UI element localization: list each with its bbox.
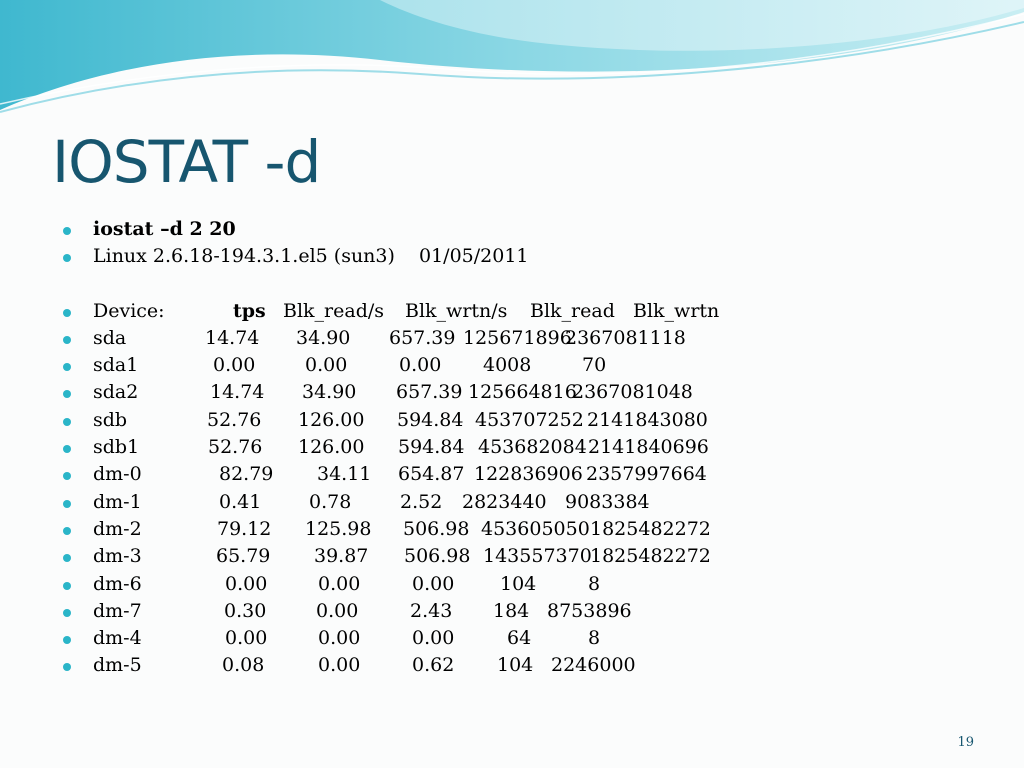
cell-blk-read: 453605050 <box>481 517 590 540</box>
cell-device: sdb1 <box>93 436 140 459</box>
cell-tps: 14.74 <box>210 381 265 404</box>
cell-blk-wrtn-s: 657.39 <box>389 326 456 349</box>
command-text: iostat –d 2 20 <box>93 218 236 240</box>
device-rows <box>0 325 1024 680</box>
cell-blk-read: 104 <box>500 572 537 595</box>
cell-blk-read-s: 125.98 <box>305 517 372 540</box>
cell-device: dm-1 <box>93 490 142 513</box>
cell-blk-wrtn-s: 506.98 <box>404 545 471 568</box>
cell-blk-read: 453682084 <box>478 436 587 459</box>
cell-blk-wrtn: 8753896 <box>547 599 632 622</box>
cell-blk-wrtn-s: 2.43 <box>410 599 453 622</box>
cell-device: dm-0 <box>93 463 142 486</box>
bullet-icon <box>63 418 71 426</box>
cell-blk-read-s: 34.90 <box>296 326 351 349</box>
bullet-icon <box>63 445 71 453</box>
cell-blk-wrtn: 8 <box>588 627 601 650</box>
cell-blk-wrtn-s: 0.00 <box>412 572 455 595</box>
bullet-icon <box>63 336 71 344</box>
cell-blk-wrtn: 9083384 <box>565 490 650 513</box>
cell-blk-read: 2823440 <box>462 490 547 513</box>
cell-blk-read-s: 39.87 <box>314 545 369 568</box>
header-blk-read: Blk_read <box>530 299 615 322</box>
cell-blk-wrtn: 1825482272 <box>590 545 711 568</box>
list-item-device-row <box>0 571 1024 598</box>
cell-blk-read-s: 0.00 <box>316 599 359 622</box>
cell-blk-wrtn: 2367081048 <box>572 381 693 404</box>
list-item-device-row <box>0 625 1024 652</box>
list-item-device-row <box>0 461 1024 488</box>
list-item-device-row <box>0 379 1024 406</box>
list-item-device-row <box>0 489 1024 516</box>
cell-blk-wrtn: 2246000 <box>551 654 636 677</box>
page-number: 19 <box>957 735 974 750</box>
list-item-device-row <box>0 434 1024 461</box>
cell-blk-read: 125664816 <box>468 381 577 404</box>
bullet-icon <box>63 636 71 644</box>
list-item-device-row <box>0 516 1024 543</box>
cell-tps: 0.08 <box>222 654 265 677</box>
cell-blk-wrtn: 2141840696 <box>588 436 709 459</box>
cell-device: dm-4 <box>93 627 142 650</box>
cell-tps: 14.74 <box>205 326 260 349</box>
cell-device: sda2 <box>93 381 139 404</box>
bullet-icon <box>63 609 71 617</box>
bullet-icon <box>63 663 71 671</box>
bullet-icon <box>63 254 71 262</box>
cell-blk-wrtn-s: 2.52 <box>400 490 443 513</box>
cell-device: dm-7 <box>93 599 142 622</box>
cell-blk-wrtn-s: 0.00 <box>399 354 442 377</box>
cell-blk-read: 143557370 <box>483 545 592 568</box>
cell-blk-read: 104 <box>497 654 534 677</box>
cell-tps: 0.30 <box>224 599 267 622</box>
bullet-icon <box>63 500 71 508</box>
cell-blk-read-s: 0.00 <box>318 654 361 677</box>
list-item-device-row <box>0 325 1024 352</box>
date-text: 01/05/2011 <box>419 245 529 268</box>
cell-blk-read-s: 126.00 <box>298 408 365 431</box>
bullet-icon <box>63 227 71 235</box>
list-item-sysinfo <box>0 243 1024 270</box>
header-device: Device: <box>93 299 165 322</box>
cell-tps: 82.79 <box>219 463 274 486</box>
bullet-icon <box>63 363 71 371</box>
cell-blk-wrtn-s: 0.62 <box>412 654 455 677</box>
cell-device: sda <box>93 326 127 349</box>
cell-blk-read: 122836906 <box>474 463 583 486</box>
list-item-header <box>0 298 1024 325</box>
cell-blk-read-s: 34.11 <box>317 463 372 486</box>
cell-blk-read-s: 0.00 <box>318 627 361 650</box>
bullet-icon <box>63 309 71 317</box>
slide-title: IOSTAT -d <box>52 128 321 196</box>
cell-device: dm-3 <box>93 545 142 568</box>
cell-device: sdb <box>93 408 128 431</box>
list-item-device-row <box>0 598 1024 625</box>
cell-blk-wrtn: 1825482272 <box>590 517 711 540</box>
cell-device: dm-2 <box>93 517 142 540</box>
bullet-icon <box>63 390 71 398</box>
blank-line <box>0 271 1024 298</box>
cell-tps: 79.12 <box>217 517 272 540</box>
cell-blk-wrtn-s: 0.00 <box>412 627 455 650</box>
list-item-device-row <box>0 652 1024 679</box>
cell-blk-wrtn: 70 <box>582 354 607 377</box>
header-blk-wrtn-s: Blk_wrtn/s <box>405 299 508 322</box>
cell-tps: 65.79 <box>216 545 271 568</box>
cell-tps: 0.41 <box>219 490 262 513</box>
cell-blk-read-s: 126.00 <box>298 436 365 459</box>
cell-device: dm-5 <box>93 654 142 677</box>
cell-blk-read: 125671896 <box>463 326 572 349</box>
cell-blk-wrtn-s: 657.39 <box>396 381 463 404</box>
cell-blk-wrtn-s: 594.84 <box>398 436 465 459</box>
header-tps: tps <box>233 299 266 322</box>
list-item-device-row <box>0 352 1024 379</box>
cell-blk-wrtn: 8 <box>588 572 601 595</box>
cell-blk-wrtn-s: 654.87 <box>398 463 465 486</box>
list-item-device-row <box>0 407 1024 434</box>
cell-blk-read-s: 0.78 <box>309 490 352 513</box>
bullet-icon <box>63 472 71 480</box>
cell-blk-wrtn-s: 506.98 <box>403 517 470 540</box>
bullet-icon <box>63 582 71 590</box>
cell-blk-read-s: 0.00 <box>318 572 361 595</box>
cell-blk-read: 453707252 <box>475 408 584 431</box>
bullet-icon <box>63 527 71 535</box>
cell-blk-read: 64 <box>507 627 532 650</box>
header-wave-decoration <box>0 0 1024 130</box>
cell-blk-wrtn-s: 594.84 <box>397 408 464 431</box>
header-blk-wrtn: Blk_wrtn <box>633 299 720 322</box>
cell-blk-wrtn: 2367081118 <box>565 326 686 349</box>
cell-tps: 0.00 <box>225 627 268 650</box>
cell-blk-read-s: 34.90 <box>302 381 357 404</box>
sysinfo-text: Linux 2.6.18-194.3.1.el5 (sun3) <box>93 245 395 268</box>
cell-tps: 0.00 <box>213 354 256 377</box>
cell-blk-wrtn: 2141843080 <box>587 408 708 431</box>
cell-device: sda1 <box>93 354 139 377</box>
cell-tps: 52.76 <box>208 436 263 459</box>
cell-tps: 52.76 <box>207 408 262 431</box>
cell-blk-read-s: 0.00 <box>305 354 348 377</box>
cell-blk-read: 4008 <box>483 354 532 377</box>
cell-tps: 0.00 <box>225 572 268 595</box>
cell-blk-read: 184 <box>493 599 530 622</box>
cell-device: dm-6 <box>93 572 142 595</box>
cell-blk-wrtn: 2357997664 <box>586 463 707 486</box>
list-item-command <box>0 216 1024 243</box>
content-bullet-list <box>0 216 1024 680</box>
bullet-icon <box>63 554 71 562</box>
header-blk-read-s: Blk_read/s <box>283 299 385 322</box>
list-item-device-row <box>0 543 1024 570</box>
